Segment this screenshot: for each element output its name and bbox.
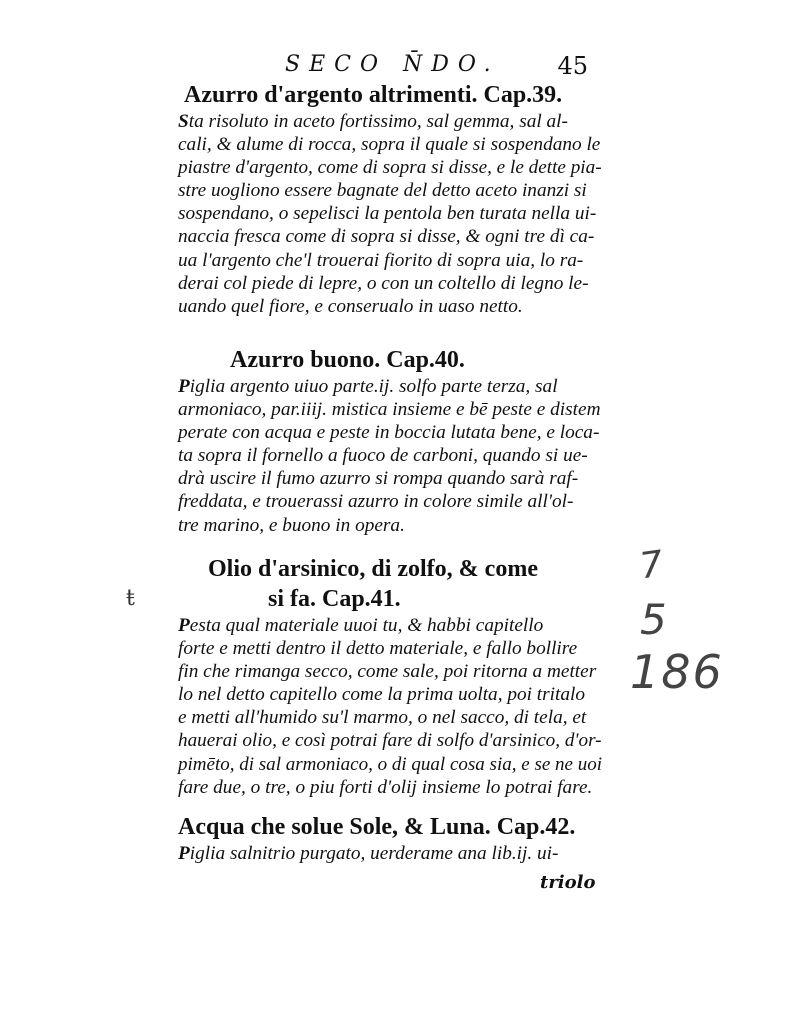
- text-line: hauerai olio, e così potrai fare di solfo d'arsinico, d'or-: [178, 730, 602, 752]
- text-line: perate con acqua e peste in boccia lutata bene, e loca-: [178, 422, 600, 444]
- text-line: lo nel detto capitello come la prima uolta, poi tritalo: [178, 684, 586, 706]
- section-heading-continued: si fa. Cap.41.: [268, 586, 401, 612]
- section-body: [178, 375, 602, 537]
- text-line: derai col piede di lepre, o con un coltello di legno le-: [178, 272, 589, 294]
- text-line: naccia fresca come di sopra si disse, & ogni tre dì ca-: [178, 226, 595, 248]
- text-line: drà uscire il fumo azurro si rompa quando sarà raf-: [178, 468, 579, 490]
- section-heading: Azurro d'argento altrimenti. Cap.39.: [184, 82, 563, 108]
- text-line: piastre d'argento, come di sopra si disse, e le dette pia-: [178, 157, 602, 179]
- page-number: 45: [557, 52, 588, 80]
- text-line: ta sopra il fornello a fuoco de carboni, quando si ue-: [178, 445, 588, 467]
- section-cap42: [178, 812, 602, 865]
- section-heading: Acqua che solue Sole, & Luna. Cap.42.: [178, 814, 576, 840]
- text-line: Sta risoluto in aceto fortissimo, sal gemma, sal al-: [178, 111, 568, 132]
- text-line: forte e metti dentro il detto materiale, e fallo bollire: [178, 638, 578, 660]
- section-heading: Olio d'arsinico, di zolfo, & come: [208, 556, 538, 582]
- section-heading: Azurro buono. Cap.40.: [230, 347, 465, 373]
- text-line: uando quel fiore, e conserualo in uaso netto.: [178, 295, 523, 317]
- text-line: sospendano, o sepelisci la pentola ben turata nella ui-: [178, 203, 597, 225]
- text-line: cali, & alume di rocca, sopra il quale si sospendano le: [178, 134, 601, 156]
- margin-note-top: 7: [637, 543, 666, 588]
- running-title: SECO N̄DO.: [285, 52, 500, 77]
- text-line: Piglia argento uiuo parte.ij. solfo parte terza, sal: [178, 376, 558, 397]
- section-cap39: [178, 80, 602, 318]
- text-line: e metti all'humido su'l marmo, o nel sacco, di tela, et: [178, 707, 587, 729]
- text-line: armoniaco, par.iiij. mistica insieme e bē peste e distem: [178, 399, 601, 421]
- text-line: stre uogliono essere bagnate del detto aceto inanzi si: [178, 180, 587, 202]
- section-body: [178, 110, 602, 318]
- text-line: Piglia salnitrio purgato, uerderame ana lib.ij. ui-: [178, 843, 559, 864]
- text-line: pimēto, di sal armoniaco, o di qual cosa sia, e se ne uoi: [178, 753, 603, 775]
- margin-note-bottom: 186: [630, 645, 724, 699]
- section-body: [178, 842, 602, 865]
- text-line: fin che rimanga secco, come sale, poi ritorna a metter: [178, 661, 597, 683]
- margin-note-middle: 5: [640, 595, 667, 644]
- text-line: freddata, e trouerassi azurro in colore simile all'ol-: [178, 491, 574, 513]
- section-body: [178, 614, 602, 799]
- section-cap41: [178, 554, 602, 799]
- text-line: fare due, o tre, o piu forti d'olij insieme lo potrai fare.: [178, 776, 593, 798]
- section-cap40: [178, 345, 602, 537]
- text-line: Pesta qual materiale uuoi tu, & habbi capitello: [178, 615, 544, 636]
- catchword: triolo: [540, 872, 596, 893]
- text-line: tre marino, e buono in opera.: [178, 514, 405, 536]
- margin-mark: ŧ: [126, 586, 135, 611]
- text-line: ua l'argento che'l trouerai fiorito di sopra uia, lo ra-: [178, 249, 584, 271]
